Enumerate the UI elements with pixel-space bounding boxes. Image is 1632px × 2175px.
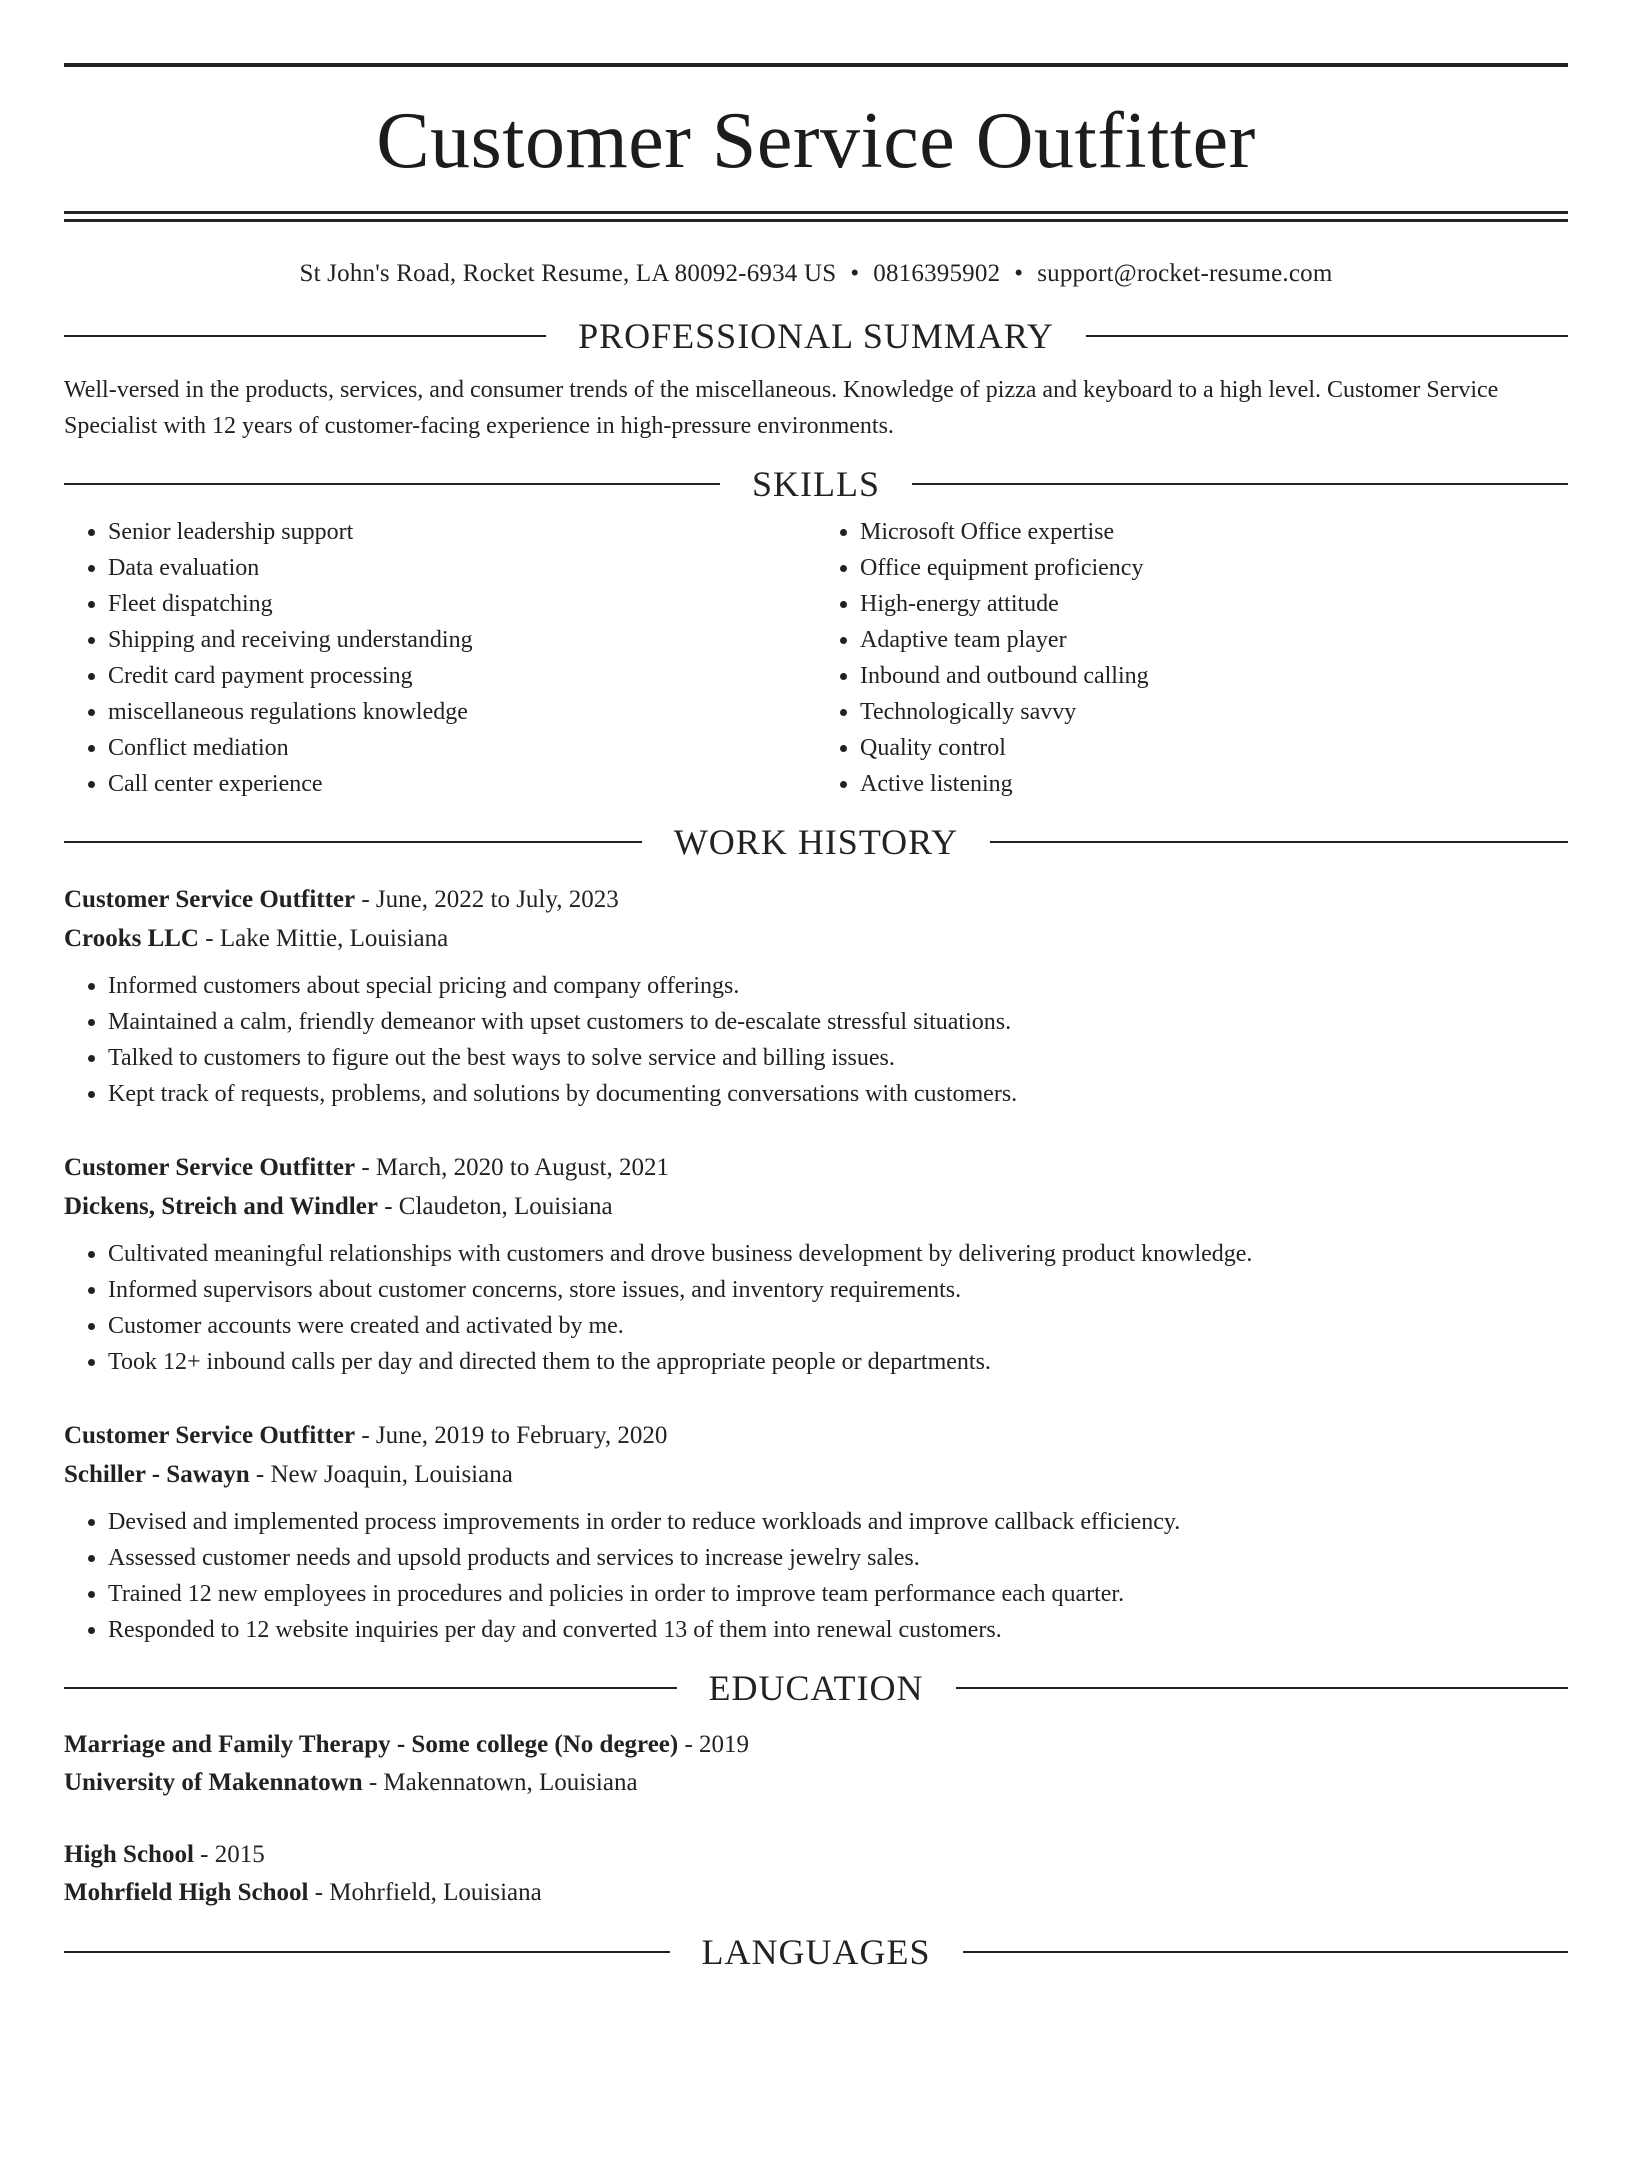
job-entry bbox=[64, 880, 1568, 1112]
job-bullets bbox=[64, 1504, 1568, 1648]
job-entry bbox=[64, 1148, 1568, 1380]
education-degree-line bbox=[64, 1836, 1568, 1874]
education-section-heading bbox=[64, 1670, 1568, 1706]
job-bullet: • Informed customers about special pricing and company offerings. bbox=[108, 968, 1568, 1004]
heading-rule-left bbox=[64, 1687, 677, 1689]
education-degree: High School bbox=[64, 1841, 194, 1868]
skill-item: • Conflict mediation bbox=[108, 730, 816, 766]
job-dates: - March, 2020 to August, 2021 bbox=[355, 1154, 669, 1181]
skills-section-heading bbox=[64, 466, 1568, 502]
skill-item: • Adaptive team player bbox=[860, 622, 1568, 658]
resume-name: Customer Service Outfitter bbox=[376, 97, 1256, 185]
heading-rule-right bbox=[990, 841, 1568, 843]
skill-item: • Active listening bbox=[860, 766, 1568, 802]
contact-email: support@rocket-resume.com bbox=[1037, 260, 1333, 287]
education-school-line bbox=[64, 1764, 1568, 1802]
education-entry bbox=[64, 1836, 1568, 1912]
skill-item: • Inbound and outbound calling bbox=[860, 658, 1568, 694]
work-title: WORK HISTORY bbox=[673, 822, 959, 862]
job-bullets bbox=[64, 968, 1568, 1112]
heading-rule-right bbox=[912, 483, 1568, 485]
skill-item: • Technologically savvy bbox=[860, 694, 1568, 730]
education-degree: Marriage and Family Therapy - Some college (No degree) bbox=[64, 1731, 679, 1758]
summary-text: Well-versed in the products, services, and consumer trends of the miscellaneous. Knowledge of pizza and keyboard to a high level. Customer Service Specialist with 12 years of customer-facing experience in high-pressure environments. bbox=[64, 377, 1499, 439]
job-bullet: • Took 12+ inbound calls per day and directed them to the appropriate people or departments. bbox=[108, 1344, 1568, 1380]
education-school-line bbox=[64, 1874, 1568, 1912]
skills-list bbox=[64, 514, 1568, 802]
job-location: - Lake Mittie, Louisiana bbox=[199, 925, 449, 952]
job-bullet: • Maintained a calm, friendly demeanor with upset customers to de-escalate stressful situations. bbox=[108, 1004, 1568, 1040]
heading-rule-left bbox=[64, 1951, 670, 1953]
job-company-line bbox=[64, 1455, 1568, 1494]
job-bullet: • Customer accounts were created and activated by me. bbox=[108, 1308, 1568, 1344]
education-school: University of Makennatown bbox=[64, 1769, 363, 1796]
heading-rule-right bbox=[963, 1951, 1569, 1953]
education-degree-line bbox=[64, 1726, 1568, 1764]
job-title-line bbox=[64, 1148, 1568, 1187]
contact-separator: • bbox=[1014, 260, 1024, 287]
skill-item: • Fleet dispatching bbox=[108, 586, 816, 622]
education-location: - Makennatown, Louisiana bbox=[362, 1769, 638, 1796]
education-school: Mohrfield High School bbox=[64, 1879, 309, 1906]
languages-section-heading bbox=[64, 1934, 1568, 1970]
job-location: - Claudeton, Louisiana bbox=[377, 1193, 613, 1220]
work-section-heading bbox=[64, 824, 1568, 860]
skill-item: • Senior leadership support bbox=[108, 514, 816, 550]
heading-rule-left bbox=[64, 483, 720, 485]
name-double-rule bbox=[64, 211, 1568, 222]
job-bullet: • Assessed customer needs and upsold products and services to increase jewelry sales. bbox=[108, 1540, 1568, 1576]
contact-phone: 0816395902 bbox=[873, 260, 1001, 287]
job-company-line bbox=[64, 1187, 1568, 1226]
skills-title: SKILLS bbox=[752, 464, 881, 504]
skill-item: • Office equipment proficiency bbox=[860, 550, 1568, 586]
skill-item: • miscellaneous regulations knowledge bbox=[108, 694, 816, 730]
skill-item: • Data evaluation bbox=[108, 550, 816, 586]
job-bullet: • Devised and implemented process improvements in order to reduce workloads and improve callback efficiency. bbox=[108, 1504, 1568, 1540]
job-bullet: • Cultivated meaningful relationships with customers and drove business development by delivering product knowledge. bbox=[108, 1236, 1568, 1272]
job-bullet: • Informed supervisors about customer concerns, store issues, and inventory requirements. bbox=[108, 1272, 1568, 1308]
summary-section-heading bbox=[64, 318, 1568, 354]
education-title: EDUCATION bbox=[708, 1668, 924, 1708]
job-company: Schiller - Sawayn bbox=[64, 1461, 250, 1488]
job-title-line bbox=[64, 1416, 1568, 1455]
job-bullets bbox=[64, 1236, 1568, 1380]
job-title-line bbox=[64, 880, 1568, 919]
contact-address: St John's Road, Rocket Resume, LA 80092-6934 US bbox=[299, 260, 837, 287]
job-entry bbox=[64, 1416, 1568, 1648]
job-title: Customer Service Outfitter bbox=[64, 1154, 356, 1181]
job-dates: - June, 2022 to July, 2023 bbox=[355, 886, 619, 913]
skill-item: • Quality control bbox=[860, 730, 1568, 766]
heading-rule-right bbox=[1086, 335, 1568, 337]
job-location: - New Joaquin, Louisiana bbox=[249, 1461, 513, 1488]
skill-item: • Call center experience bbox=[108, 766, 816, 802]
job-bullet: • Responded to 12 website inquiries per day and converted 13 of them into renewal customers. bbox=[108, 1612, 1568, 1648]
heading-rule-left bbox=[64, 841, 642, 843]
job-company-line bbox=[64, 919, 1568, 958]
skill-item: • Microsoft Office expertise bbox=[860, 514, 1568, 550]
resume-page bbox=[0, 63, 1632, 2175]
contact-line bbox=[64, 260, 1568, 288]
job-company: Crooks LLC bbox=[64, 925, 199, 952]
languages-title: LANGUAGES bbox=[701, 1932, 931, 1972]
heading-rule-right bbox=[956, 1687, 1569, 1689]
education-entry bbox=[64, 1726, 1568, 1802]
skills-column-right bbox=[816, 514, 1568, 802]
heading-rule-left bbox=[64, 335, 546, 337]
job-bullet: • Trained 12 new employees in procedures and policies in order to improve team performance each quarter. bbox=[108, 1576, 1568, 1612]
summary-title: PROFESSIONAL SUMMARY bbox=[578, 316, 1054, 356]
skill-item: • Shipping and receiving understanding bbox=[108, 622, 816, 658]
skill-item: • High-energy attitude bbox=[860, 586, 1568, 622]
job-bullet: • Talked to customers to figure out the best ways to solve service and billing issues. bbox=[108, 1040, 1568, 1076]
skill-item: • Credit card payment processing bbox=[108, 658, 816, 694]
job-dates: - June, 2019 to February, 2020 bbox=[355, 1422, 668, 1449]
education-location: - Mohrfield, Louisiana bbox=[308, 1879, 542, 1906]
job-bullet: • Kept track of requests, problems, and solutions by documenting conversations with customers. bbox=[108, 1076, 1568, 1112]
contact-separator: • bbox=[850, 260, 860, 287]
job-title: Customer Service Outfitter bbox=[64, 1422, 356, 1449]
education-year: - 2015 bbox=[193, 1841, 265, 1868]
education-year: - 2019 bbox=[678, 1731, 750, 1758]
skills-column-left bbox=[64, 514, 816, 802]
job-company: Dickens, Streich and Windler bbox=[64, 1193, 378, 1220]
job-title: Customer Service Outfitter bbox=[64, 886, 356, 913]
